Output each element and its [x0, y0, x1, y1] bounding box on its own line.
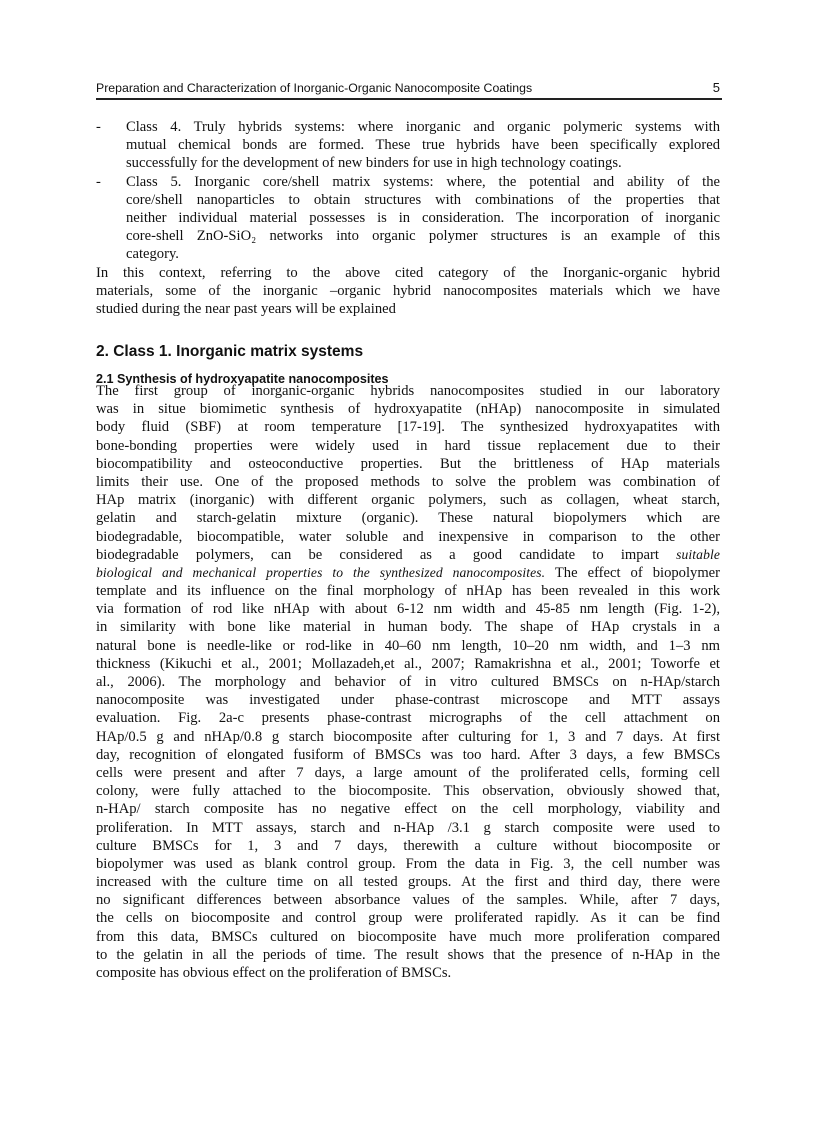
- text-line: [96, 873, 720, 891]
- text-segment: day, recognition of elongated fusiform of BMSCs was too hard. After 3 days, a few BMSCs: [96, 746, 720, 763]
- text-segment: to the gelatin in all the periods of time. The result shows that the presence of n-HAp in the: [96, 946, 720, 963]
- text-segment: The effect of biopolymer: [545, 564, 721, 581]
- text-line: studied during the near past years will be explained: [96, 300, 396, 317]
- text-line: materials, some of the inorganic –organic hybrid nanocomposites materials which we have: [96, 282, 720, 299]
- text-segment: proliferation. In MTT assays, starch and n-HAp /3.1 g starch composite were used to: [96, 819, 720, 836]
- text-line: [96, 600, 720, 618]
- text-line: [96, 528, 720, 546]
- text-line: [96, 418, 720, 436]
- page-number: 5: [712, 80, 720, 95]
- text-line: [96, 928, 720, 946]
- text-line: [96, 655, 720, 673]
- text-line: [96, 455, 720, 473]
- text-segment: bone-bonding properties were widely used in hard tissue replacement due to their: [96, 437, 720, 454]
- text-line: [96, 819, 720, 837]
- section-heading: 2. Class 1. Inorganic matrix systems: [96, 343, 364, 360]
- text-segment: evaluation. Fig. 2a-c presents phase-contrast micrographs of the cell attachment on: [96, 710, 720, 727]
- text-segment: body fluid (SBF) at room temperature [17-19]. The synthesized hydroxyapatites with: [96, 419, 720, 436]
- text-segment: HAp matrix (inorganic) with different organic polymers, such as collagen, wheat starch,: [96, 492, 720, 509]
- text-line: core-shell ZnO-SiO₂ networks into organic polymer structures is an example of this: [126, 228, 720, 245]
- text-segment: increased with the culture time on all tested groups. At the first and third day, there were: [96, 874, 720, 891]
- intro-paragraph: [96, 264, 720, 319]
- text-line: In this context, referring to the above cited category of the Inorganic-organic hybrid: [96, 264, 720, 281]
- text-line: [96, 782, 720, 800]
- text-line: [96, 582, 720, 600]
- italic-text: biological and mechanical properties to the synthesized nanocomposites.: [96, 564, 546, 580]
- text-line: [96, 709, 720, 727]
- text-line: [96, 637, 720, 655]
- running-header: [96, 80, 722, 100]
- text-line: [96, 891, 720, 909]
- text-line: [96, 437, 720, 455]
- text-line: successfully for the development of new binders for use in high technology coatings.: [126, 155, 622, 172]
- text-line: [96, 855, 720, 873]
- text-line: [96, 764, 720, 782]
- text-segment: no significant differences between absorbance values of the samples. While, after 7 days,: [96, 892, 720, 909]
- body-paragraph: [96, 382, 720, 982]
- class-list: [96, 118, 720, 318]
- list-item: [96, 173, 720, 264]
- text-segment: cells were present and after 7 days, a large amount of the proliferated cells, forming cell: [96, 764, 720, 781]
- bullet-dash: -: [96, 119, 101, 135]
- text-segment: composite has obvious effect on the proliferation of BMSCs.: [96, 965, 452, 981]
- text-line: neither individual material possesses is in consideration. The incorporation of inorganic: [126, 209, 720, 226]
- italic-text: suitable: [676, 546, 720, 562]
- text-segment: The first group of inorganic-organic hybrids nanocomposites studied in our laboratory: [96, 383, 720, 399]
- text-line: [96, 800, 720, 818]
- text-segment: the cells on biocomposite and control group were proliferated rapidly. As it can be find: [96, 910, 720, 927]
- text-segment: template and its influence on the final morphology of nHAp has been revealed in this work: [96, 583, 720, 600]
- text-segment: gelatin and starch-gelatin mixture (organic). These natural biopolymers which are: [96, 510, 720, 527]
- text-line: [96, 909, 720, 927]
- text-line: [96, 964, 720, 982]
- text-segment: limits their use. One of the proposed methods to solve the problem was combination of: [96, 473, 720, 490]
- text-line: Class 4. Truly hybrids systems: where inorganic and organic polymeric systems with: [126, 119, 720, 135]
- text-line: mutual chemical bonds are formed. These true hybrids have been specifically explored: [126, 137, 720, 154]
- bullet-dash: -: [96, 173, 101, 190]
- text-segment: nanocomposite was investigated under phase-contrast microscope and MTT assays: [96, 692, 720, 709]
- text-line: [96, 946, 720, 964]
- text-segment: was in situe biomimetic synthesis of hydroxyapatite (nHAp) nanocomposite in simulated: [96, 401, 720, 418]
- text-line: [96, 691, 720, 709]
- text-segment: natural bone is needle-like or rod-like in 40–60 nm length, 10–20 nm width, and 1–3 nm: [96, 637, 720, 654]
- text-line: [96, 746, 720, 764]
- text-segment: culture BMSCs for 1, 3 and 7 days, therewith a culture without biocomposite or: [96, 837, 720, 854]
- text-segment: biodegradable, biocompatible, water soluble and inexpensive in comparison to the other: [96, 528, 720, 545]
- text-segment: thickness (Kikuchi et al., 2001; Mollazadeh,et al., 2007; Ramakrishna et al., 2001; Toworfe et: [96, 655, 720, 672]
- text-segment: via formation of rod like nHAp with about 6-12 nm width and 45-85 nm length (Fig. 1-2),: [96, 601, 720, 618]
- text-line: category.: [126, 246, 179, 263]
- text-segment: colony, were fully attached to the biocomposite. This observation, obviously showed that,: [96, 783, 720, 800]
- text-line: [96, 564, 720, 582]
- text-segment: n-HAp/ starch composite has no negative effect on the cell morphology, viability and: [96, 801, 720, 818]
- text-line: [96, 837, 720, 855]
- text-line: [96, 491, 720, 509]
- subsection-heading: 2.1 Synthesis of hydroxyapatite nanocomposites: [96, 372, 389, 386]
- text-line: [96, 673, 720, 691]
- text-line: [96, 473, 720, 491]
- text-segment: biocompatibility and osteoconductive properties. But the brittleness of HAp materials: [96, 455, 720, 472]
- text-line: [96, 618, 720, 636]
- running-header-title: Preparation and Characterization of Inorganic-Organic Nanocomposite Coatings: [96, 81, 533, 95]
- list-item: [96, 118, 720, 173]
- text-line: [96, 509, 720, 527]
- text-line: [96, 400, 720, 418]
- text-segment: biopolymer was used as blank control group. From the data in Fig. 3, the cell number was: [96, 855, 720, 872]
- text-line: [96, 546, 720, 564]
- text-line: Class 5. Inorganic core/shell matrix systems: where, the potential and ability of the: [126, 173, 720, 190]
- text-line: [96, 728, 720, 746]
- text-line: [96, 382, 720, 400]
- text-segment: in similarity with bone like material in human body. The shape of HAp crystals in a: [96, 619, 720, 636]
- text-segment: HAp/0.5 g and nHAp/0.8 g starch biocomposite after culturing for 1, 3 and 7 days. At first: [96, 728, 720, 745]
- text-segment: al., 2006). The morphology and behavior of in vitro cultured BMSCs on n-HAp/starch: [96, 674, 720, 690]
- text-segment: biodegradable polymers, can be considered as a good candidate to impart: [96, 546, 677, 563]
- text-line: core/shell nanoparticles to obtain structures with combinations of the properties that: [126, 191, 720, 208]
- text-segment: from this data, BMSCs cultured on biocomposite have much more proliferation compared: [96, 928, 720, 945]
